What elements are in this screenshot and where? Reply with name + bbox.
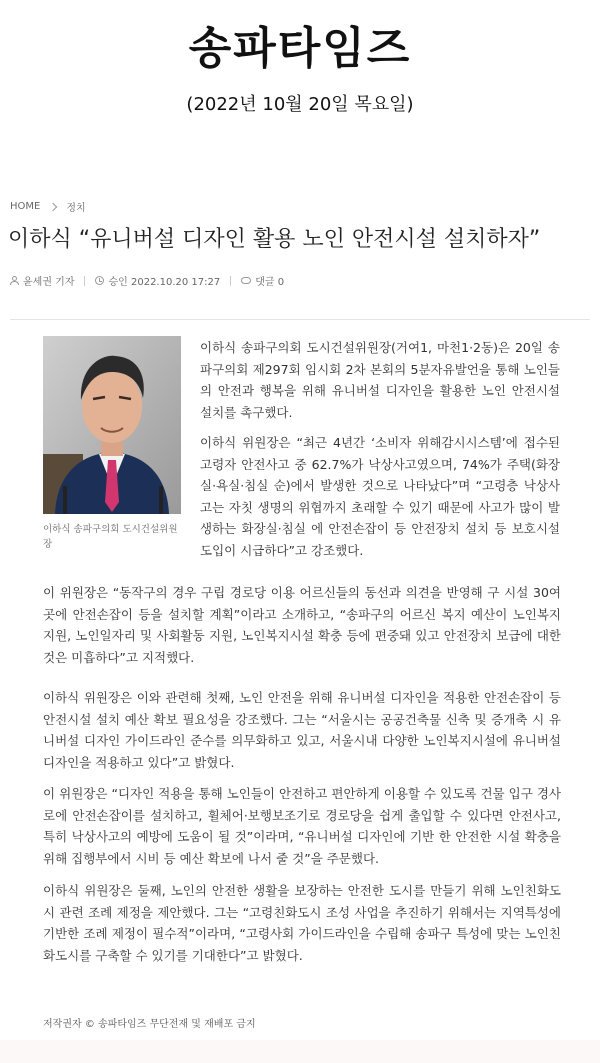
article-paragraph: 이하식 위원장은 “최근 4년간 ‘소비자 위해감시시스템’에 접수된 고령자 안전사고 중 62.7%가 낙상사고였으며, 74%가 주택(화장실·욕실·침실 순)에서 발생한 것으로 나타났다”며 “고령층 낙상사고는 자칫 생명의 위협까지 초래할 수 있기 때문에 사고가 많이 발생하는 화장실·침실 에 안전손잡이 등 안전장치 설치 등 보호시설 도입이 시급하다”고 강조했다. (200, 435, 560, 558)
meta-divider (230, 276, 231, 286)
article-paragraph: 이 위원장은 “디자인 적용을 통해 노인들이 안전하고 편안하게 이용할 수 있도록 건물 입구 경사로에 안전손잡이를 설치하고, 휠체어·보행보조기로 경로당을 쉽게 출입할 수 있다면 안전사고, 특히 낙상사고의 예방에 도움이 될 것”이라며, “유니버설 디자인에 기반 한 안전한 시설 확충을 위해 집행부에서 시비 등 예산 확보에 나서 줄 것”을 주문했다. (43, 786, 561, 866)
masthead (0, 0, 600, 120)
chevron-right-icon (49, 202, 57, 210)
breadcrumb-section[interactable]: 정치 (66, 203, 86, 214)
user-icon (10, 276, 19, 285)
author-name[interactable]: 윤세권 기자 (23, 277, 75, 288)
breadcrumb-home[interactable]: HOME (10, 201, 41, 212)
comment-count[interactable]: 댓글 0 (255, 277, 285, 288)
article-paragraph: 이 위원장은 “동작구의 경우 구립 경로당 이용 어르신들의 동선과 의견을 반영해 구 시설 30여 곳에 안전손잡이 등을 설치할 계획”이라고 소개하고, “송파구의 어르신 복지 예산이 노인복지 지원, 노인일자리 및 사회활동 지원, 노인복지시설 확충 등에 편중돼 있고 안전장치 보급에 대한 것은 미흡하다”고 지적했다. (43, 585, 561, 665)
publication-date: (2022년 10월 20일 목요일) (186, 94, 414, 115)
breadcrumb (10, 199, 86, 214)
footer-band (0, 1040, 600, 1063)
site-logo[interactable]: 송파타임즈 (188, 23, 412, 74)
article-photo (43, 336, 181, 514)
approval-time: 승인 2022.10.20 17:27 (108, 277, 221, 288)
article-paragraph: 이하식 위원장은 이와 관련해 첫째, 노인 안전을 위해 유니버설 디자인을 적용한 안전손잡이 등 안전시설 설치 예산 확보 필요성을 강조했다. 그는 “서울시는 공공건축물 신축 및 증개축 시 유니버설 디자인 가이드라인 준수를 의무화하고 있고, 서울시내 다양한 노인복지시설에 유니버설 디자인을 적용하고 있다”고 밝혔다. (43, 690, 561, 770)
copyright-notice: 저작권자 © 송파타임즈 무단전재 및 재배포 금지 (43, 1019, 256, 1030)
article-headline: 이하식 “유니버설 디자인 활용 노인 안전시설 설치하자” (8, 227, 541, 252)
comment-icon (241, 277, 251, 284)
photo-caption: 이하식 송파구의회 도시건설위원장 (43, 524, 178, 550)
header-divider (10, 319, 590, 320)
meta-divider (84, 276, 85, 286)
article-meta (10, 273, 284, 288)
clock-icon (95, 276, 104, 285)
portrait-illustration (43, 336, 181, 514)
article-paragraph: 이하식 송파구의회 도시건설위원장(거여1, 마천1·2동)은 20일 송파구의회 제297회 임시회 2차 본회의 5분자유발언을 통해 노인들의 안전과 행복을 위해 유니버설 디자인을 활용한 노인 안전시설 설치를 촉구했다. (200, 340, 560, 420)
article-paragraph: 이하식 위원장은 둘째, 노인의 안전한 생활을 보장하는 안전한 도시를 만들기 위해 노인친화도시 관련 조례 제정을 제안했다. 그는 “고령친화도시 조성 사업을 추진하기 위해서는 지역특성에 기반한 조례 제정이 필수적”이라며, “고령사회 가이드라인을 수립해 송파구 특성에 맞는 노인친화도시를 구축할 수 있기를 기대한다”고 밝혔다. (43, 883, 561, 963)
